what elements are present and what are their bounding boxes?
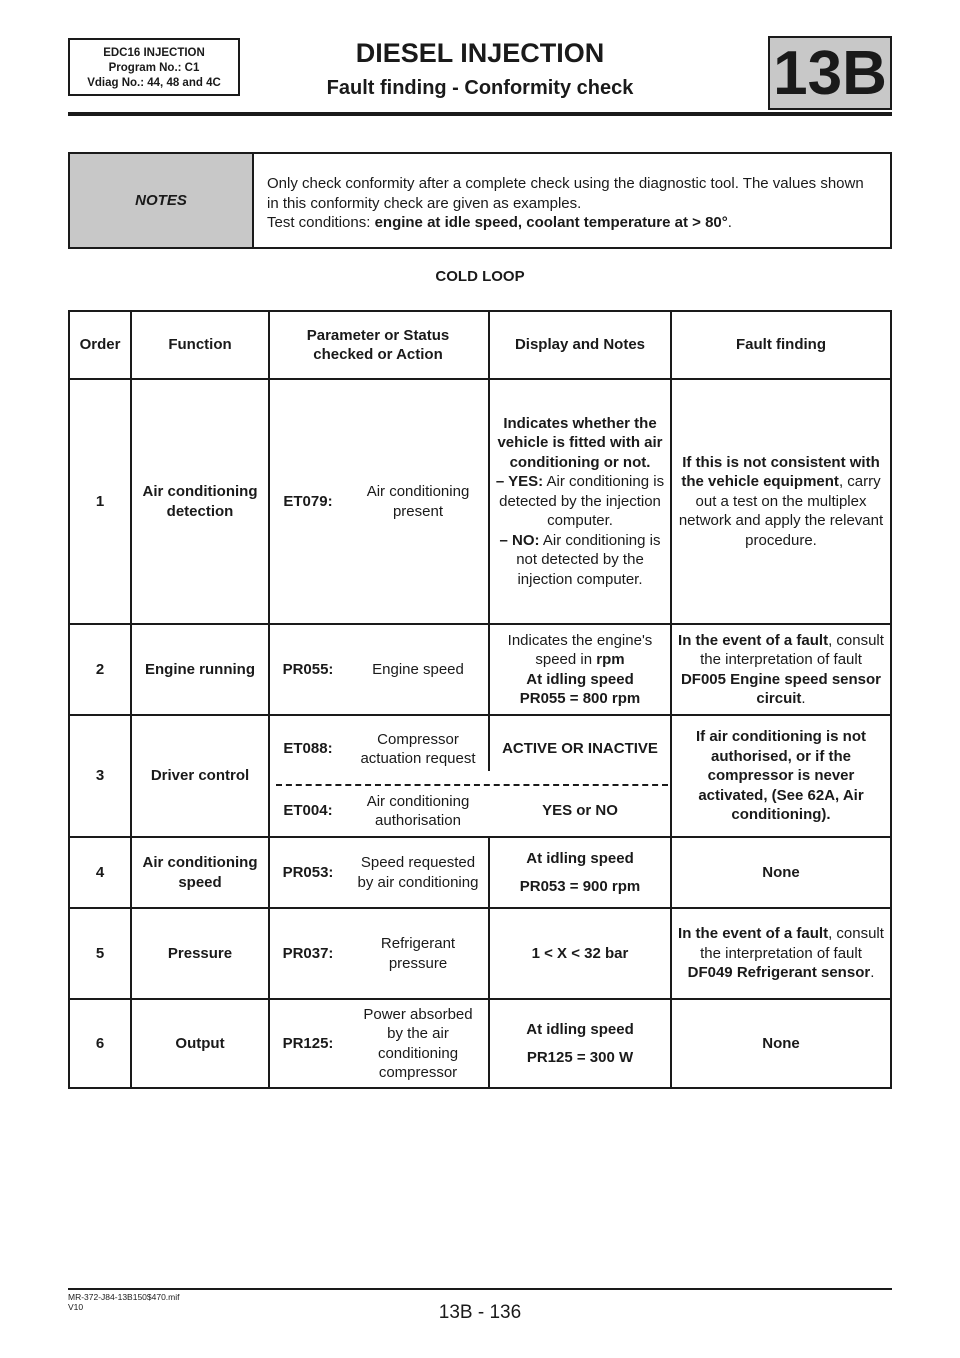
row-5-fault xyxy=(678,909,884,998)
row-4-param: Speed requested by air conditioning xyxy=(357,854,479,891)
row-1-display xyxy=(494,380,666,623)
row-5-order: 5 xyxy=(95,944,105,962)
row-6-param: Power absorbed by the air conditioning compressor xyxy=(363,1005,473,1081)
row-line-bottom xyxy=(68,1087,892,1089)
row-1-fault-bold: If this is not consistent with the vehicle equipment xyxy=(681,453,880,491)
row-4-code: PR053: xyxy=(282,863,334,881)
row-2-param: Engine speed xyxy=(372,660,464,678)
header-parameter: Parameter or Status checked or Action xyxy=(306,326,450,363)
row-2-display-value: PR055 = 800 rpm xyxy=(519,690,641,707)
row-3b-code: ET004: xyxy=(283,802,333,820)
row-6-order: 6 xyxy=(95,1034,105,1052)
row-6-code: PR125: xyxy=(282,1034,334,1052)
row-1-order: 1 xyxy=(95,492,105,510)
notes-text xyxy=(267,174,877,233)
row-5-fault-b1: In the event of a fault xyxy=(678,925,829,943)
row-6-display-idle: At idling speed xyxy=(526,1020,634,1038)
col-divider-3b xyxy=(488,837,490,1089)
row-3-function: Driver control xyxy=(150,767,250,785)
page-subtitle: Fault finding - Conformity check xyxy=(326,77,634,99)
program-info-line-1: EDC16 INJECTION xyxy=(103,47,205,59)
row-2-fault xyxy=(678,625,884,714)
footer-file-ref: MR-372-J84-13B150$470.mif xyxy=(68,1292,180,1302)
row-1-fault-text: , carry out a test on the multiplex network and apply the relevant procedure. xyxy=(678,473,884,549)
row-1-param: Air conditioning present xyxy=(366,483,470,520)
row-4-fault: None xyxy=(762,863,800,881)
header-order: Order xyxy=(79,336,121,354)
row-2-display-text: Indicates the engine's speed in xyxy=(507,631,653,668)
row-3a-display: ACTIVE OR INACTIVE xyxy=(502,740,658,758)
header-fault: Fault finding xyxy=(736,336,826,354)
row-5-function: Pressure xyxy=(167,944,233,962)
page-title: DIESEL INJECTION xyxy=(355,38,605,68)
row-1-yes-label: – YES: xyxy=(495,473,544,491)
notes-text-1: Only check conformity after a complete check using the diagnostic tool. The values shown in this conformity check are given as examples. xyxy=(267,175,864,212)
program-info-line-2: Program No.: C1 xyxy=(108,62,200,74)
page-number: 13B - 136 xyxy=(438,1302,522,1323)
row-3a-code: ET088: xyxy=(283,740,333,758)
row-4-function: Air conditioning speed xyxy=(142,854,258,891)
section-code-badge: 13B xyxy=(768,36,892,110)
notes-test-conditions: engine at idle speed, coolant temperature at > 80° xyxy=(374,214,728,231)
section-title: COLD LOOP xyxy=(435,268,525,285)
row-1-no-text: Air conditioning is not detected by the injection computer. xyxy=(516,531,661,588)
row-3a-param: Compressor actuation request xyxy=(360,730,476,767)
row-4-display xyxy=(494,838,666,907)
notes-text-2-prefix: Test conditions: xyxy=(267,214,375,231)
header-rule xyxy=(68,112,892,116)
program-info-box xyxy=(68,38,240,96)
table-border-right xyxy=(890,310,892,1089)
row-5-fault-t2: . xyxy=(870,964,875,982)
row-2-function: Engine running xyxy=(145,660,255,678)
row-2-fault-b2: DF005 Engine speed sensor circuit xyxy=(680,670,882,707)
row-2-order: 2 xyxy=(95,660,105,678)
row-4-order: 4 xyxy=(95,863,105,881)
row-6-fault: None xyxy=(762,1034,800,1052)
row-3b-display: YES or NO xyxy=(542,802,618,820)
footer-reference xyxy=(68,1292,180,1312)
row-5-fault-t1: , consult the interpretation of fault xyxy=(700,925,884,962)
row-1-fault xyxy=(678,380,884,623)
row-2-code: PR055: xyxy=(282,660,334,678)
row-1-yes-text: Air conditioning is detected by the injection computer. xyxy=(499,473,665,530)
row-2-display-unit: rpm xyxy=(596,651,625,668)
row-1-no-label: – NO: xyxy=(499,531,540,549)
row-1-code: ET079: xyxy=(283,492,333,510)
row-5-fault-b2: DF049 Refrigerant sensor xyxy=(687,964,871,982)
notes-label: NOTES xyxy=(70,154,254,247)
col-divider-4 xyxy=(670,310,672,1089)
row-5-display: 1 < X < 32 bar xyxy=(531,944,629,962)
row-4-display-value: PR053 = 900 rpm xyxy=(519,878,641,895)
footer-version: V10 xyxy=(68,1302,84,1312)
row-5-code: PR037: xyxy=(282,944,334,962)
row-6-function: Output xyxy=(175,1034,225,1052)
row-1-function: Air conditioning detection xyxy=(142,483,258,520)
program-info-line-3: Vdiag No.: 44, 48 and 4C xyxy=(87,77,221,89)
row-4-display-idle: At idling speed xyxy=(526,849,634,867)
notes-text-2-suffix: . xyxy=(727,214,732,231)
header-display: Display and Notes xyxy=(514,336,646,354)
footer-rule xyxy=(68,1288,892,1290)
row-3-fault: If air conditioning is not authorised, or if the compressor is never activated, (See 62A, Air conditioning). xyxy=(696,728,866,824)
row-2-fault-t2: . xyxy=(801,690,806,707)
notes-box xyxy=(68,152,892,249)
header-function: Function xyxy=(168,336,232,354)
row-2-display xyxy=(494,625,666,714)
row-2-fault-b1: In the event of a fault xyxy=(678,631,829,649)
row-3b-param: Air conditioning authorisation xyxy=(366,792,470,829)
conformity-table xyxy=(68,310,892,1089)
row-1-display-bold: Indicates whether the vehicle is fitted with air conditioning or not. xyxy=(497,414,663,471)
row-2-fault-t1: , consult the interpretation of fault xyxy=(700,631,884,668)
row-6-display-value: PR125 = 300 W xyxy=(526,1049,634,1066)
row-6-display xyxy=(494,1000,666,1087)
row-3-order: 3 xyxy=(95,767,105,785)
row-2-display-idle: At idling speed xyxy=(526,670,634,688)
col-divider-2 xyxy=(268,310,270,1089)
row-5-param: Refrigerant pressure xyxy=(380,935,456,972)
